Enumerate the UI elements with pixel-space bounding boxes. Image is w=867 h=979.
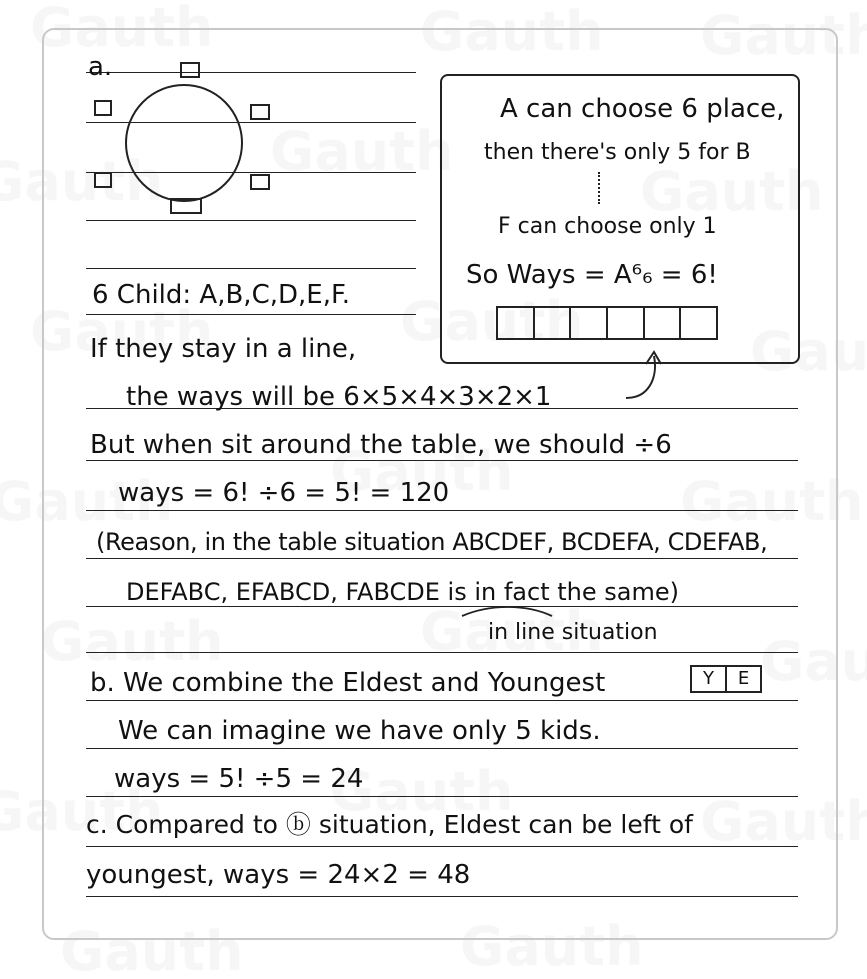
callout-line-1: A can choose 6 place, bbox=[500, 94, 785, 124]
callout-line-3: F can choose only 1 bbox=[498, 214, 717, 239]
seat bbox=[180, 62, 200, 78]
slot-box bbox=[608, 308, 645, 338]
part-c-line-2: youngest, ways = 24×2 = 48 bbox=[86, 860, 471, 890]
seat bbox=[250, 174, 270, 190]
circle-ways: ways = 6! ÷6 = 5! = 120 bbox=[118, 478, 450, 508]
six-slot-boxes bbox=[496, 306, 718, 340]
slot-box bbox=[645, 308, 682, 338]
ruled-line bbox=[86, 748, 798, 749]
ellipsis-dots bbox=[598, 172, 604, 204]
ruled-line bbox=[86, 846, 798, 847]
slot-box bbox=[535, 308, 572, 338]
ruled-line bbox=[86, 796, 798, 797]
slot-box bbox=[571, 308, 608, 338]
ruled-line bbox=[86, 314, 416, 315]
seat bbox=[94, 100, 112, 116]
ruled-line bbox=[86, 72, 416, 73]
part-a-label: a. bbox=[88, 52, 113, 82]
ruled-line bbox=[86, 510, 798, 511]
ruled-line bbox=[86, 896, 798, 897]
ruled-line bbox=[86, 268, 416, 269]
pair-box-left: Y bbox=[692, 667, 727, 691]
round-table bbox=[125, 84, 243, 202]
seat bbox=[250, 104, 270, 120]
slot-box bbox=[498, 308, 535, 338]
reason-note: in line situation bbox=[488, 620, 658, 645]
callout-line-2: then there's only 5 for B bbox=[484, 140, 751, 165]
part-b-line-2: We can imagine we have only 5 kids. bbox=[118, 716, 601, 746]
ruled-line bbox=[86, 606, 798, 607]
slot-box bbox=[681, 308, 716, 338]
ruled-line bbox=[86, 558, 798, 559]
reason-line-1: (Reason, in the table situation ABCDEF, BCDEFA, CDEFAB, bbox=[96, 528, 768, 556]
callout-line-4: So Ways = A⁶₆ = 6! bbox=[466, 260, 718, 290]
part-b-line-3: ways = 5! ÷5 = 24 bbox=[114, 764, 364, 794]
ruled-line bbox=[86, 460, 798, 461]
children-line: 6 Child: A,B,C,D,E,F. bbox=[92, 280, 351, 310]
line-ways: the ways will be 6×5×4×3×2×1 bbox=[126, 382, 552, 412]
pair-box bbox=[690, 665, 762, 693]
reason-line-2: DEFABC, EFABCD, FABCDE is in fact the same) bbox=[126, 578, 679, 606]
part-c-line-1: c. Compared to ⓑ situation, Eldest can be left of bbox=[86, 810, 693, 839]
seat bbox=[94, 172, 112, 188]
circle-rule: But when sit around the table, we should ÷6 bbox=[90, 430, 672, 460]
ruled-line bbox=[86, 700, 798, 701]
seat bbox=[170, 198, 202, 214]
part-b-line-1: b. We combine the Eldest and Youngest bbox=[90, 668, 606, 698]
ruled-line bbox=[86, 652, 798, 653]
line-case: If they stay in a line, bbox=[90, 334, 357, 364]
pair-box-right: E bbox=[737, 668, 750, 689]
ruled-line bbox=[86, 220, 416, 221]
